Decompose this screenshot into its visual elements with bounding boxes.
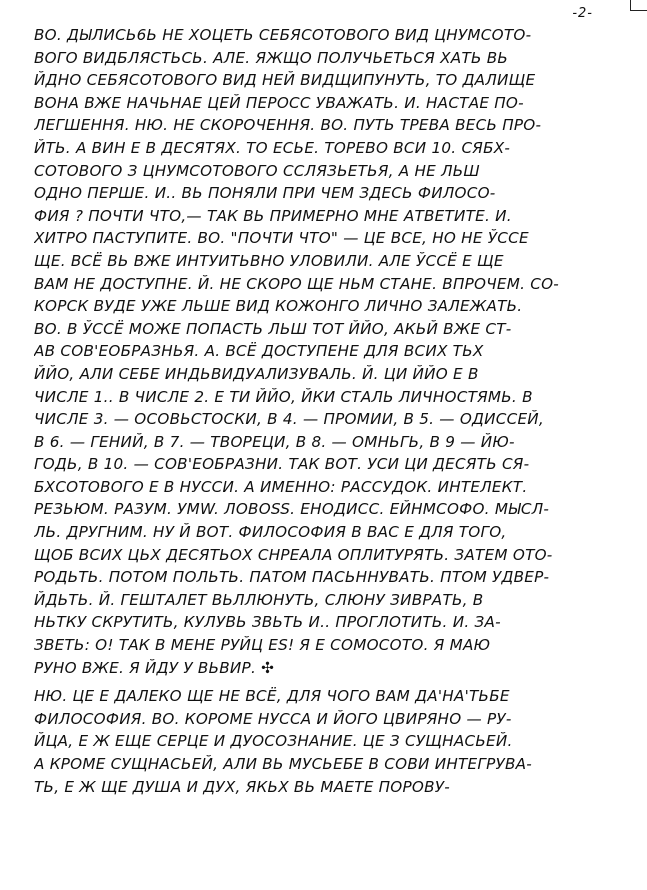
text-line: НЬТКУ СКРУТИТЬ, КУЛУВЬ ЗВЬТЬ И.. ПРОГЛОТИТЬ. И. ЗА- bbox=[34, 613, 501, 632]
text-line: ФИЯ ? ПОЧТИ ЧТО,— ТАК ВЬ ПРИМЕРНО МНЕ АТВЕТИТЕ. И. bbox=[34, 206, 512, 225]
text-line: АВ СОВ'ЕОБРАЗНЬЯ. А. ВСЁ ДОСТУПЕНЕ ДЛЯ ВСИХ ТЬХ bbox=[34, 342, 484, 361]
text-line: ЗВЕТЬ: О! ТАК В МЕНЕ РУЙЦ ES! Я Е СОМОСОТО. Я МАЮ bbox=[34, 636, 491, 655]
text-line: ГОДЬ, В 10. — СОВ'ЕОБРАЗНИ. ТАК ВОТ. УСИ ЦИ ДЕСЯТЬ СЯ- bbox=[34, 455, 530, 474]
text-line: НЮ. ЦЕ Е ДАЛЕКО ЩЕ НЕ ВСЁ, ДЛЯ ЧОГО ВАМ ДА'НА'ТЬБЕ bbox=[34, 687, 510, 706]
text-line: РУНО ВЖЕ. Я ЙДУ У ВЬВИР. ✣ bbox=[34, 658, 275, 677]
text-line: КОРСК ВУДЕ УЖЕ ЛЬШЕ ВИД КОЖОНГО ЛИЧНО ЗАЛЕЖАТЬ. bbox=[34, 297, 523, 316]
text-line: РЕЗЬЮМ. РАЗУМ. УМW. ЛОВОSS. ЕНОДИСС. ЕЙНМСОФО. МЫСЛ- bbox=[34, 500, 550, 519]
text-line: ЙЙО, АЛИ СЕБЕ ИНДЬВИДУАЛИЗУВАЛЬ. Й. ЦИ ЙЙО Е В bbox=[34, 364, 479, 383]
text-line: ЧИСЛЕ 1.. В ЧИСЛЕ 2. Е ТИ ЙЙО, ЙКИ СТАЛЬ ЛИЧНОСТЯМЬ. В bbox=[34, 387, 533, 406]
text-line: ТЬ, Е Ж ЩЕ ДУША И ДУХ, ЯКЬХ ВЬ МАЕТЕ ПОРОВУ- bbox=[34, 777, 451, 796]
text-line: ВАМ НЕ ДОСТУПНЕ. Й. НЕ СКОРО ЩЕ НЬМ СТАНЕ. ВПРОЧЕМ. СО- bbox=[34, 274, 560, 293]
page-corner-mark bbox=[630, 0, 647, 11]
text-line: ЛЕГШЕННЯ. НЮ. НЕ СКОРОЧЕННЯ. ВО. ПУТЬ ТРЕВА ВЕСЬ ПРО- bbox=[34, 116, 542, 135]
paragraph-2 bbox=[34, 685, 614, 798]
text-line: В 6. — ГЕНИЙ, В 7. — ТВОРЕЦИ, В 8. — ОМНЬГЬ, В 9 — ЙЮ- bbox=[34, 432, 515, 451]
text-line: РОДЬТЬ. ПОТОМ ПОЛЬТЬ. ПАТОМ ПАСЬННУВАТЬ. ПТОМ УДВЕР- bbox=[34, 568, 550, 587]
text-line: ЛЬ. ДРУГНИМ. НУ Й ВОТ. ФИЛОСОФИЯ В ВАС Е ДЛЯ ТОГО, bbox=[34, 523, 507, 542]
handwritten-text-block bbox=[34, 24, 614, 798]
text-line: А КРОМЕ СУЩНАСЬЕЙ, АЛИ ВЬ МУСЬЕБЕ В СОВИ ИНТЕГРУВА- bbox=[34, 755, 533, 773]
text-line: ХИТРО ПАСТУПИТЕ. ВО. "ПОЧТИ ЧТО" — ЦЕ ВСЕ, НО НЕ ЎССЕ bbox=[34, 229, 529, 248]
text-line: ЙДЬТЬ. Й. ГЕШТАЛЕТ ВЬЛЛЮНУТЬ, СЛЮНУ ЗИВРАТЬ, В bbox=[34, 590, 484, 609]
text-line: ОДНО ПЕРШЕ. И.. ВЬ ПОНЯЛИ ПРИ ЧЕМ ЗДЕСЬ ФИЛОСО- bbox=[34, 184, 496, 203]
text-line: ФИЛОСОФИЯ. ВО. КОРОМЕ НУССА И ЙОГО ЦВИРЯНО — РУ- bbox=[34, 709, 512, 728]
text-line: ЙЦА, Е Ж ЕЩЕ СЕРЦЕ И ДУОСОЗНАНИЕ. ЦЕ З СУЩНАСЬЕЙ. bbox=[34, 732, 513, 751]
text-line: ЩЕ. ВСЁ ВЬ ВЖЕ ИНТУИТЬВНО УЛОВИЛИ. АЛЕ ЎССЁ Е ЩЕ bbox=[34, 251, 504, 270]
text-line: ВОНА ВЖЕ НАЧЬНАЕ ЦЕЙ ПЕРОСС УВАЖАТЬ. И. НАСТАЕ ПО- bbox=[34, 93, 524, 112]
paragraph-1 bbox=[34, 24, 614, 679]
text-line: ВОГО ВИДБЛЯСТЬСЬ. АЛЕ. ЯЖЩО ПОЛУЧЬЕТЬСЯ ХАТЬ ВЬ bbox=[34, 48, 509, 67]
text-line: ЧИСЛЕ 3. — ОСОВЬСТОСКИ, В 4. — ПРОМИИ, В 5. — ОДИССЕЙ, bbox=[34, 410, 544, 429]
text-line: ЩОБ ВСИХ ЦЬХ ДЕСЯТЬОХ СНРЕАЛА ОПЛИТУРЯТЬ. ЗАТЕМ ОТО- bbox=[34, 545, 553, 564]
text-line: ЙДНО СЕБЯСОТОВОГО ВИД НЕЙ ВИДЩИПУНУТЬ, ТО ДАЛИЩЕ bbox=[34, 71, 536, 90]
page-number: -2- bbox=[572, 6, 593, 21]
text-line: ВО. ДЫЛИСЬ6Ь НЕ ХОЦЕТЬ СЕБЯСОТОВОГО ВИД ЦНУМСОТО- bbox=[34, 26, 532, 44]
text-line: ВО. В ЎССЁ МОЖЕ ПОПАСТЬ ЛЬШ ТОТ ЙЙО, АКЬЙ ВЖЕ СТ- bbox=[34, 319, 512, 338]
text-line: БХСОТОВОГО Е В НУССИ. А ИМЕННО: РАССУДОК. ИНТЕЛЕКТ. bbox=[34, 477, 528, 496]
text-line: ЙТЬ. А ВИН Е В ДЕСЯТЯХ. ТО ЕСЬЕ. ТОРЕВО ВСИ 10. СЯБХ- bbox=[34, 138, 511, 157]
text-line: СОТОВОГО З ЦНУМСОТОВОГО ССЛЯЗЬЕТЬЯ, А НЕ ЛЬШ bbox=[34, 161, 480, 180]
